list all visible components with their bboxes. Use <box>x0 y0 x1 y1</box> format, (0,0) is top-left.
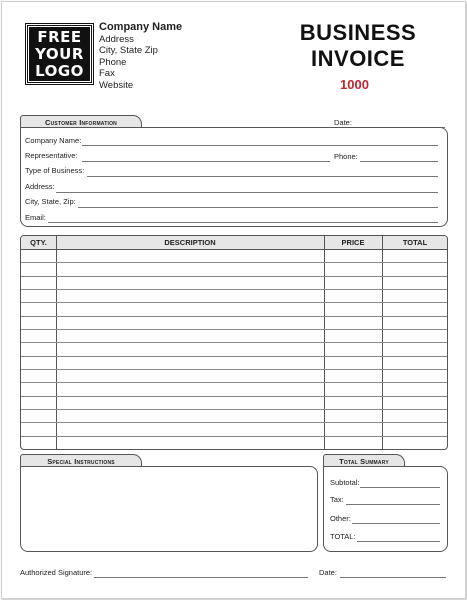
footer-date-field[interactable] <box>340 577 446 578</box>
table-row-divider <box>21 316 447 317</box>
company-website: Website <box>99 79 134 91</box>
table-row-divider <box>21 289 447 290</box>
company-address: Address <box>99 33 134 45</box>
total-summary-tab: Total Summary <box>323 454 405 467</box>
price-header: PRICE <box>341 238 365 247</box>
qty-header: QTY. <box>30 238 47 247</box>
title-line-2: INVOICE <box>311 46 405 71</box>
table-row-divider <box>21 436 447 437</box>
address-label: Address: <box>25 182 55 191</box>
representative-label: Representative: <box>25 151 78 160</box>
tax-field[interactable] <box>346 504 440 505</box>
other-field[interactable] <box>352 523 440 524</box>
total-label: TOTAL: <box>330 532 356 541</box>
email-label: Email: <box>25 213 46 222</box>
other-label: Other: <box>330 514 351 523</box>
table-row-divider <box>21 396 447 397</box>
company-logo <box>26 24 93 84</box>
company-phone: Phone <box>99 56 127 68</box>
table-row-divider <box>21 329 447 330</box>
customer-info-box <box>20 127 448 227</box>
business-type-field[interactable] <box>87 176 438 177</box>
description-header: DESCRIPTION <box>164 238 216 247</box>
company-fax: Fax <box>99 68 115 79</box>
title-line-1: BUSINESS <box>299 20 417 45</box>
table-row-divider <box>21 262 447 263</box>
phone-label: Phone: <box>334 152 358 161</box>
subtotal-field[interactable] <box>360 487 440 488</box>
footer-date-label: Date: <box>319 568 337 577</box>
total-field[interactable] <box>357 541 440 542</box>
company-name: Company Name <box>99 21 183 33</box>
signature-field[interactable] <box>94 577 308 578</box>
address-field[interactable] <box>56 192 438 193</box>
representative-field[interactable] <box>82 161 330 162</box>
line-items-table <box>20 235 448 450</box>
signature-label: Authorized Signature: <box>20 568 93 577</box>
subtotal-label: Subtotal: <box>330 478 360 487</box>
special-instructions-tab: Special Instructions <box>20 454 142 467</box>
special-instructions-box[interactable] <box>20 466 318 552</box>
table-row-divider <box>21 276 447 277</box>
table-row-divider <box>21 422 447 423</box>
customer-info-tab: Customer Information <box>20 115 142 128</box>
logo-line-1: FREE <box>37 27 82 46</box>
customer-date-label: Date: <box>334 118 352 127</box>
table-row-divider <box>21 369 447 370</box>
company-city: City, State Zip <box>99 45 158 56</box>
invoice-number: 1000 <box>340 77 369 92</box>
table-row-divider <box>21 409 447 410</box>
business-type-label: Type of Business: <box>25 166 85 175</box>
company-info <box>99 22 182 91</box>
table-row-divider <box>21 342 447 343</box>
invoice-title <box>290 20 426 72</box>
city-state-zip-field[interactable] <box>78 207 438 208</box>
logo-line-3: LOGO <box>35 61 84 80</box>
table-header <box>21 236 447 250</box>
phone-field[interactable] <box>360 161 438 162</box>
email-field[interactable] <box>48 222 438 223</box>
tax-label: Tax: <box>330 495 344 504</box>
table-row-divider <box>21 382 447 383</box>
company-name-label: Company Name: <box>25 136 82 145</box>
table-row-divider <box>21 356 447 357</box>
table-row-divider <box>21 302 447 303</box>
company-name-field[interactable] <box>82 145 438 146</box>
total-header: TOTAL <box>402 238 428 247</box>
city-state-zip-label: City, State, Zip: <box>25 197 76 206</box>
logo-line-2: YOUR <box>35 44 84 63</box>
